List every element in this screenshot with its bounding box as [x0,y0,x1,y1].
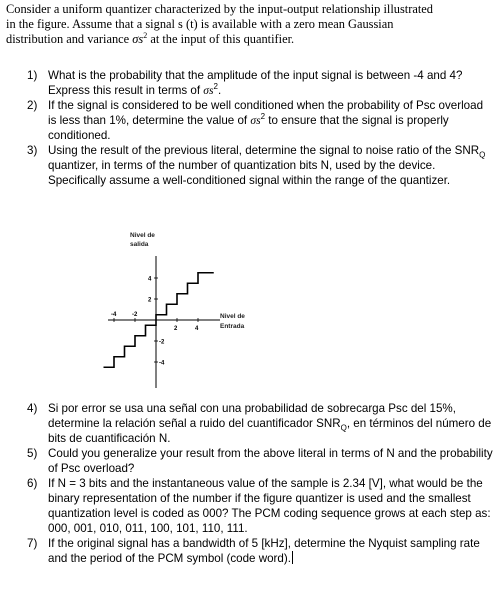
superscript: 2 [213,82,218,92]
superscript: 2 [143,30,148,40]
question-text-end: , en términos del número de bits de cuantificación N. [48,417,492,445]
y-tick-label: 4 [148,276,152,283]
y-axis-label-line-1: Nivel de [130,232,155,239]
intro-line-1: Consider a uniform quantizer characterized by the input-output relationship illustrated [6,2,433,16]
y-tick-label: -2 [159,339,165,346]
question-item [0,98,501,143]
subscript: Q [340,423,347,433]
question-text-end: quantizer, in terms of the number of quantization bits N, used by the device. Specifically assume a well-conditioned signal within the range of the quantizer. [48,159,451,187]
x-axis-label-line-2: Entrada [220,323,245,330]
question-item [0,68,501,98]
question-text: What is the probability that the amplitude of the input signal is between -4 and 4? Express this result in terms of [48,69,463,97]
subscript: Q [479,150,486,160]
question-text: If the original signal has a bandwidth of 5 [kHz], determine the Nyquist sampling rate and the period of the PCM symbol (code word). [48,537,480,565]
question-item [0,143,501,188]
x-tick-label: -2 [132,312,138,318]
question-number: 5) [27,447,38,460]
x-tick-label: -4 [111,312,117,318]
y-axis-label-line-2: salida [130,241,149,248]
intro-line-3-end: at the input of this quantifier. [147,32,295,46]
question-text: If N = 3 bits and the instantaneous value of the sample is 2.34 [V], what would be the binary representation of the number if the figure quantizer is used and the smallest quantization level is coded as 000? The PCM coding sequence grows at each step as: 000, 001, 010, 011, 100, 101, 110, 111. [48,477,491,535]
question-item [0,476,501,536]
x-tick-label: 2 [174,326,178,332]
intro-line-3-text: distribution and variance [6,32,133,46]
x-tick-label: 4 [195,326,199,332]
question-text: Using the result of the previous literal, determine the signal to noise ratio of the SNR [48,144,480,157]
superscript: 2 [260,112,266,122]
question-text: Could you generalize your result from the above literal in terms of N and the probability of Psc overload? [48,447,493,475]
question-number: 4) [27,402,38,415]
question-number: 6) [27,477,38,490]
question-list-part-2 [0,401,501,566]
sigma-symbol: σs [132,32,144,46]
question-number: 1) [27,69,38,82]
question-item [0,401,501,446]
sigma-symbol: σs [250,114,261,127]
question-item [0,536,501,566]
y-tick-label: 2 [148,297,152,304]
intro-line-2: in the figure. Assume that a signal s (t) is available with a zero mean Gaussian [6,17,394,31]
x-axis-label-line-1: Nivel de [220,313,245,320]
question-item [0,446,501,476]
question-text: If the signal is considered to be well conditioned when the probability of Psc overload is less than 1%, determine the value of [48,99,484,127]
text-cursor [292,551,293,564]
question-text-end: . [217,84,222,97]
question-number: 7) [27,537,38,550]
question-list-part-1 [0,68,501,188]
intro-paragraph [6,2,496,47]
sigma-symbol: σs [203,84,214,97]
question-number: 2) [27,99,38,112]
quantizer-figure [80,226,280,396]
question-text-end: to ensure that the signal is properly conditioned. [48,114,449,142]
question-number: 3) [27,144,38,157]
intro-line-3 [6,32,496,47]
question-text: Si por error se usa una señal con una probabilidad de sobrecarga Psc del 15%, determine la relación señal a ruido del cuantificador SNR [48,402,456,430]
y-tick-label: -4 [159,360,165,367]
